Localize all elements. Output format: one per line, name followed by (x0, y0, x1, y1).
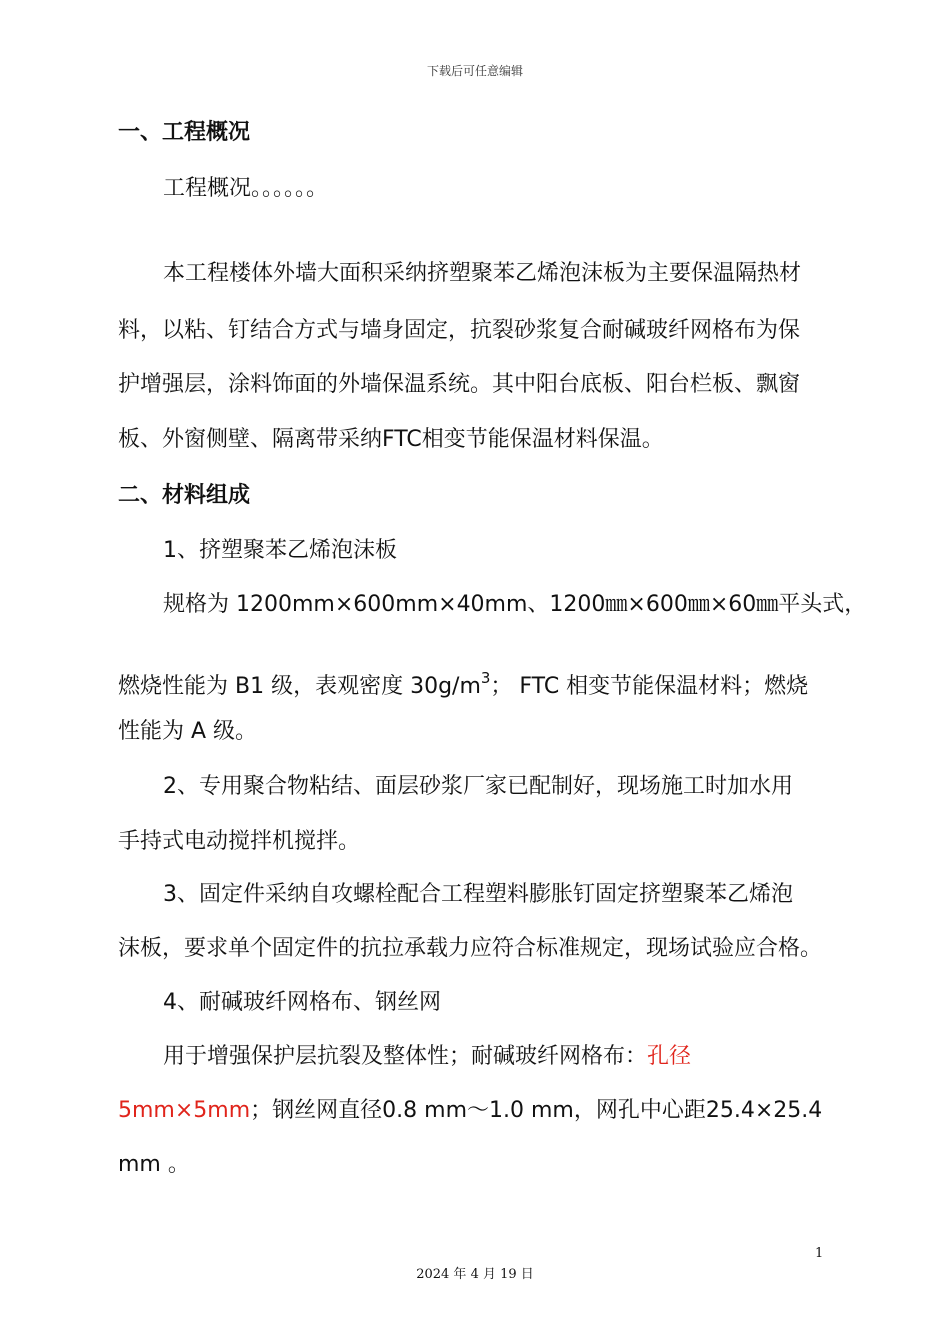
section-heading-1: 一、工程概况 (118, 120, 251, 145)
page-number: 1 (815, 1246, 824, 1261)
item-1-line-2 (118, 663, 808, 702)
paragraph-line: 板、外窗侧壁、隔离带采纳FTC相变节能保温材料保温。 (118, 427, 664, 452)
superscript-3: 3 (480, 669, 491, 687)
section-heading-2: 二、材料组成 (118, 483, 251, 508)
item-4-usage-text: 用于增强保护层抗裂及整体性；耐碱玻纤网格布： (163, 1044, 648, 1069)
paragraph-line: 护增强层，涂料饰面的外墙保温系统。其中阳台底板、阳台栏板、飘窗 (118, 372, 801, 397)
item-4-highlight-text: 孔径 (647, 1044, 692, 1069)
item-1-density-text: 燃烧性能为 B1 级，表观密度 30g/m (118, 674, 481, 699)
item-2-line-1: 2、专用聚合物粘结、面层砂浆厂家已配制好，现场施工时加水用 (163, 774, 793, 799)
footer-date: 2024 年 4 月 19 日 (416, 1267, 534, 1282)
paragraph-line: 本工程楼体外墙大面积采纳挤塑聚苯乙烯泡沫板为主要保温隔热材 (163, 261, 802, 286)
item-4-wire-text: ；钢丝网直径0.8 mm～1.0 mm，网孔中心距25.4×25.4 (250, 1098, 823, 1123)
item-4-line-2 (118, 1096, 822, 1126)
item-4-line-3: mm 。 (118, 1152, 190, 1177)
item-2-line-2: 手持式电动搅拌机搅拌。 (118, 829, 361, 854)
item-4-title: 4、耐碱玻纤网格布、钢丝网 (163, 990, 441, 1015)
item-3-line-2: 沫板，要求单个固定件的抗拉承载力应符合标准规定，现场试验应合格。 (118, 936, 823, 961)
item-3-line-1: 3、固定件采纳自攻螺栓配合工程塑料膨胀钉固定挤塑聚苯乙烯泡 (163, 882, 793, 907)
item-4-mesh-size: 5mm×5mm (118, 1098, 251, 1123)
item-1-line-3: 性能为 A 级。 (118, 719, 258, 744)
item-1-spec: 规格为 1200mm×600mm×40mm、1200㎜×600㎜×60㎜平头式， (163, 592, 867, 617)
paragraph-line: 料，以粘、钉结合方式与墙身固定，抗裂砂浆复合耐碱玻纤网格布为保 (118, 318, 801, 343)
item-4-line-1 (163, 1042, 691, 1072)
header-note: 下载后可任意编辑 (426, 64, 523, 78)
item-1-ftc-text: ； FTC 相变节能保温材料；燃烧 (490, 674, 809, 699)
paragraph-overview: 工程概况。。。。。。 (163, 176, 329, 201)
item-1-title: 1、挤塑聚苯乙烯泡沫板 (163, 538, 397, 563)
